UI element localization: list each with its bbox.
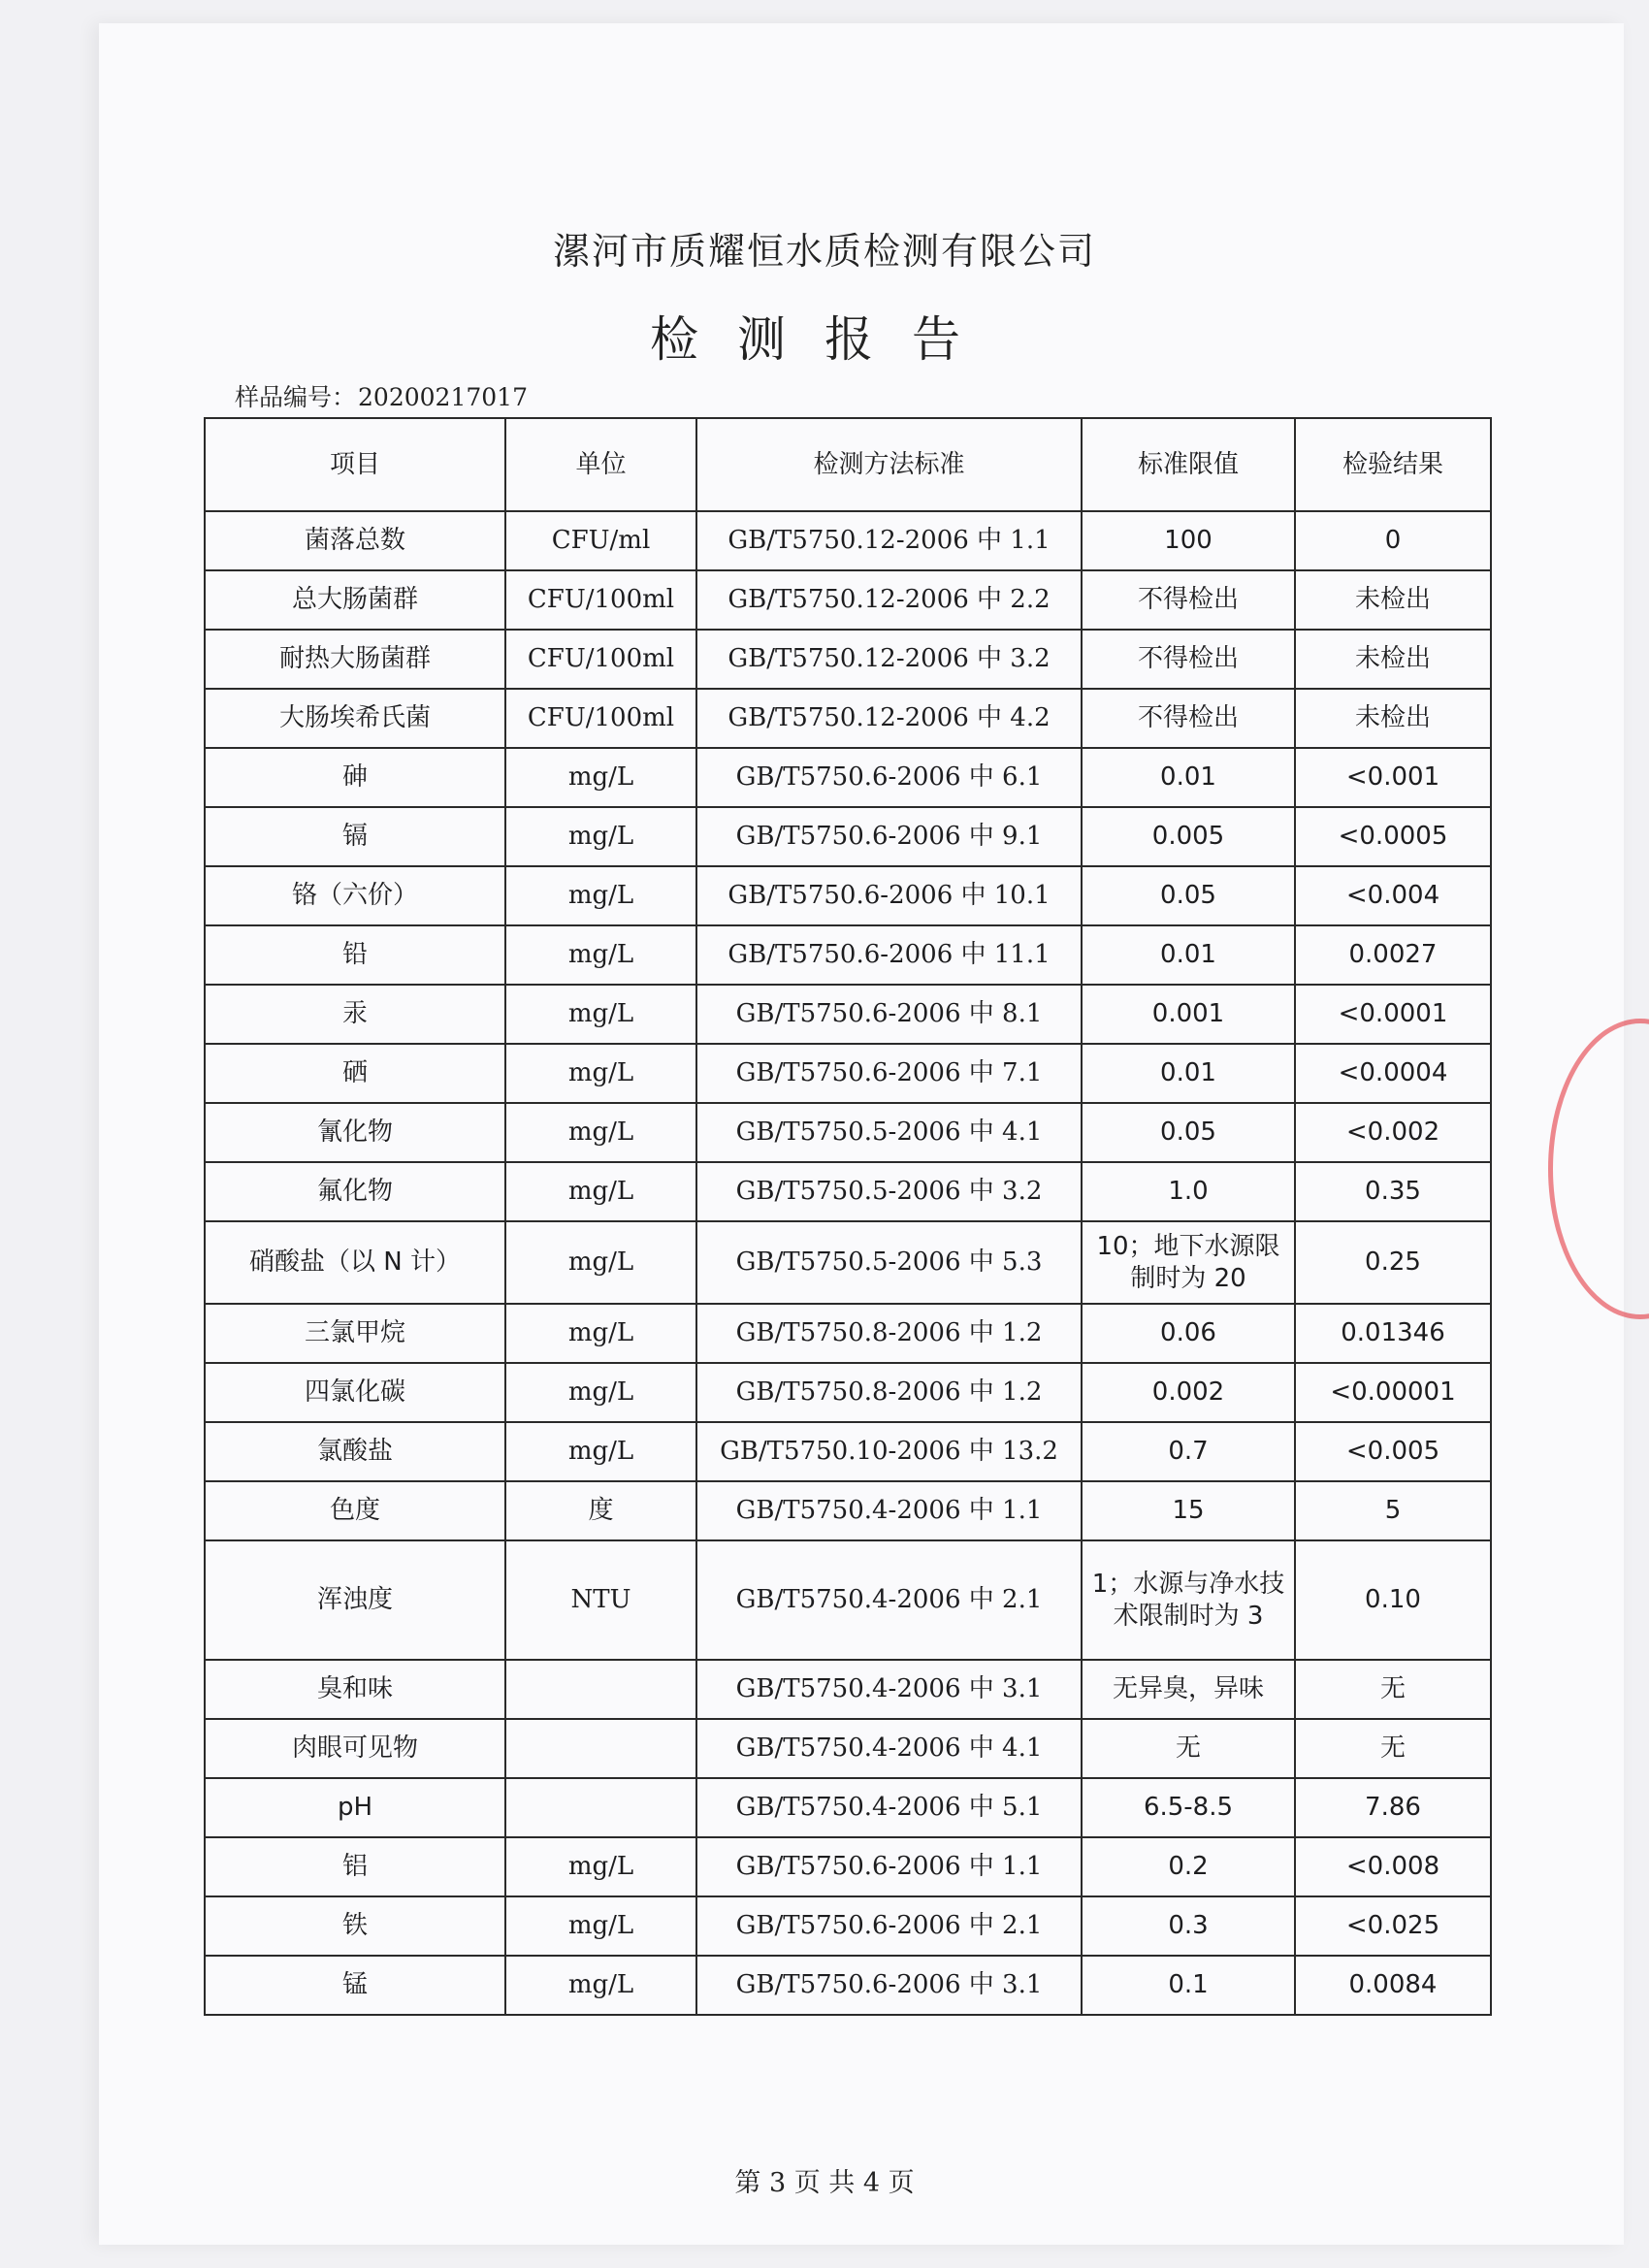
table-body (205, 511, 1491, 2015)
cell-unit: mg/L (505, 1956, 696, 2015)
cell-unit: mg/L (505, 807, 696, 866)
table-row (205, 985, 1491, 1044)
cell-method: GB/T5750.12-2006 中 3.2 (696, 630, 1082, 689)
cell-item: 肉眼可见物 (205, 1719, 505, 1778)
table-row (205, 1719, 1491, 1778)
cell-item: 硝酸盐（以 N 计） (205, 1221, 505, 1304)
cell-result: 0 (1295, 511, 1491, 570)
cell-unit: 度 (505, 1481, 696, 1540)
cell-method: GB/T5750.6-2006 中 8.1 (696, 985, 1082, 1044)
cell-result: <0.0005 (1295, 807, 1491, 866)
cell-item: 耐热大肠菌群 (205, 630, 505, 689)
table-row (205, 748, 1491, 807)
table-row (205, 866, 1491, 925)
cell-limit: 无异臭，异味 (1082, 1660, 1295, 1719)
cell-result: <0.001 (1295, 748, 1491, 807)
cell-limit: 0.01 (1082, 925, 1295, 985)
cell-item: 硒 (205, 1044, 505, 1103)
cell-result: 无 (1295, 1660, 1491, 1719)
cell-method: GB/T5750.8-2006 中 1.2 (696, 1304, 1082, 1363)
cell-result: 未检出 (1295, 689, 1491, 748)
cell-result: <0.0001 (1295, 985, 1491, 1044)
cell-method: GB/T5750.12-2006 中 2.2 (696, 570, 1082, 630)
sample-number-label: 样品编号： (235, 383, 357, 411)
cell-unit: mg/L (505, 866, 696, 925)
cell-unit (505, 1660, 696, 1719)
cell-limit: 不得检出 (1082, 630, 1295, 689)
cell-method: GB/T5750.5-2006 中 4.1 (696, 1103, 1082, 1162)
table-row (205, 1660, 1491, 1719)
cell-limit: 6.5-8.5 (1082, 1778, 1295, 1837)
cell-item: 锰 (205, 1956, 505, 2015)
cell-method: GB/T5750.5-2006 中 3.2 (696, 1162, 1082, 1221)
column-header-limit: 标准限值 (1082, 418, 1295, 511)
cell-item: 铁 (205, 1896, 505, 1956)
cell-method: GB/T5750.10-2006 中 13.2 (696, 1422, 1082, 1481)
column-header-unit: 单位 (505, 418, 696, 511)
cell-unit: mg/L (505, 1837, 696, 1896)
cell-method: GB/T5750.4-2006 中 1.1 (696, 1481, 1082, 1540)
cell-limit: 不得检出 (1082, 689, 1295, 748)
cell-result: 未检出 (1295, 630, 1491, 689)
table-row (205, 1896, 1491, 1956)
cell-unit: CFU/100ml (505, 630, 696, 689)
column-header-item: 项目 (205, 418, 505, 511)
cell-result: <0.025 (1295, 1896, 1491, 1956)
cell-limit: 0.01 (1082, 1044, 1295, 1103)
cell-unit: mg/L (505, 748, 696, 807)
cell-method: GB/T5750.6-2006 中 6.1 (696, 748, 1082, 807)
company-name: 漯河市质耀恒水质检测有限公司 (552, 230, 1096, 273)
cell-limit: 0.05 (1082, 1103, 1295, 1162)
cell-item: 砷 (205, 748, 505, 807)
cell-result: 无 (1295, 1719, 1491, 1778)
cell-item: 色度 (205, 1481, 505, 1540)
cell-method: GB/T5750.4-2006 中 2.1 (696, 1540, 1082, 1660)
cell-item: 总大肠菌群 (205, 570, 505, 630)
cell-item: 大肠埃希氏菌 (205, 689, 505, 748)
table-row (205, 1481, 1491, 1540)
cell-limit: 1；水源与净水技术限制时为 3 (1082, 1540, 1295, 1660)
cell-unit (505, 1719, 696, 1778)
table-row (205, 511, 1491, 570)
cell-method: GB/T5750.6-2006 中 9.1 (696, 807, 1082, 866)
table-row (205, 925, 1491, 985)
cell-limit: 1.0 (1082, 1162, 1295, 1221)
table-row (205, 1778, 1491, 1837)
cell-method: GB/T5750.12-2006 中 4.2 (696, 689, 1082, 748)
cell-limit: 0.005 (1082, 807, 1295, 866)
cell-result: 0.25 (1295, 1221, 1491, 1304)
column-header-method: 检测方法标准 (696, 418, 1082, 511)
cell-limit: 0.05 (1082, 866, 1295, 925)
cell-item: 氯酸盐 (205, 1422, 505, 1481)
cell-result: <0.002 (1295, 1103, 1491, 1162)
cell-method: GB/T5750.6-2006 中 7.1 (696, 1044, 1082, 1103)
cell-unit: mg/L (505, 925, 696, 985)
cell-limit: 无 (1082, 1719, 1295, 1778)
cell-unit: CFU/100ml (505, 570, 696, 630)
cell-limit: 不得检出 (1082, 570, 1295, 630)
cell-method: GB/T5750.4-2006 中 3.1 (696, 1660, 1082, 1719)
cell-method: GB/T5750.6-2006 中 2.1 (696, 1896, 1082, 1956)
cell-unit: CFU/100ml (505, 689, 696, 748)
cell-item: 氟化物 (205, 1162, 505, 1221)
cell-result: 0.0027 (1295, 925, 1491, 985)
cell-unit: mg/L (505, 1363, 696, 1422)
cell-method: GB/T5750.12-2006 中 1.1 (696, 511, 1082, 570)
table-row (205, 689, 1491, 748)
cell-unit: mg/L (505, 1162, 696, 1221)
cell-item: 汞 (205, 985, 505, 1044)
cell-item: 铅 (205, 925, 505, 985)
cell-result: 7.86 (1295, 1778, 1491, 1837)
cell-method: GB/T5750.8-2006 中 1.2 (696, 1363, 1082, 1422)
table-row (205, 1044, 1491, 1103)
cell-limit: 0.06 (1082, 1304, 1295, 1363)
cell-limit: 0.2 (1082, 1837, 1295, 1896)
cell-limit: 0.7 (1082, 1422, 1295, 1481)
cell-item: pH (205, 1778, 505, 1837)
cell-item: 臭和味 (205, 1660, 505, 1719)
cell-item: 铬（六价） (205, 866, 505, 925)
cell-result: <0.0004 (1295, 1044, 1491, 1103)
table-row (205, 1363, 1491, 1422)
cell-result: <0.005 (1295, 1422, 1491, 1481)
cell-result: 0.35 (1295, 1162, 1491, 1221)
cell-item: 四氯化碳 (205, 1363, 505, 1422)
cell-item: 氰化物 (205, 1103, 505, 1162)
results-table (204, 417, 1492, 2016)
cell-item: 铝 (205, 1837, 505, 1896)
sample-number-value: 20200217017 (358, 383, 528, 411)
cell-limit: 0.3 (1082, 1896, 1295, 1956)
cell-result: <0.00001 (1295, 1363, 1491, 1422)
cell-method: GB/T5750.6-2006 中 11.1 (696, 925, 1082, 985)
cell-limit: 0.002 (1082, 1363, 1295, 1422)
cell-unit: mg/L (505, 1044, 696, 1103)
table-row (205, 1103, 1491, 1162)
cell-unit: mg/L (505, 985, 696, 1044)
cell-method: GB/T5750.6-2006 中 3.1 (696, 1956, 1082, 2015)
table-row (205, 1956, 1491, 2015)
cell-limit: 15 (1082, 1481, 1295, 1540)
cell-limit: 10；地下水源限制时为 20 (1082, 1221, 1295, 1304)
cell-result: 未检出 (1295, 570, 1491, 630)
cell-limit: 0.1 (1082, 1956, 1295, 2015)
cell-item: 菌落总数 (205, 511, 505, 570)
cell-item: 浑浊度 (205, 1540, 505, 1660)
cell-result: 0.10 (1295, 1540, 1491, 1660)
column-header-result: 检验结果 (1295, 418, 1491, 511)
cell-result: 5 (1295, 1481, 1491, 1540)
cell-method: GB/T5750.6-2006 中 1.1 (696, 1837, 1082, 1896)
cell-method: GB/T5750.5-2006 中 5.3 (696, 1221, 1082, 1304)
table-row (205, 1162, 1491, 1221)
table-row (205, 1540, 1491, 1660)
cell-result: <0.008 (1295, 1837, 1491, 1896)
cell-unit: NTU (505, 1540, 696, 1660)
table-header-row (205, 418, 1491, 511)
cell-item: 镉 (205, 807, 505, 866)
cell-unit: mg/L (505, 1221, 696, 1304)
cell-limit: 100 (1082, 511, 1295, 570)
table-row (205, 570, 1491, 630)
cell-unit: mg/L (505, 1304, 696, 1363)
cell-method: GB/T5750.4-2006 中 4.1 (696, 1719, 1082, 1778)
cell-unit: CFU/ml (505, 511, 696, 570)
cell-result: <0.004 (1295, 866, 1491, 925)
cell-unit (505, 1778, 696, 1837)
cell-method: GB/T5750.6-2006 中 10.1 (696, 866, 1082, 925)
report-title: 检测报告 (650, 311, 999, 368)
table-row (205, 1221, 1491, 1304)
cell-unit: mg/L (505, 1422, 696, 1481)
table-row (205, 630, 1491, 689)
table-row (205, 807, 1491, 866)
cell-item: 三氯甲烷 (205, 1304, 505, 1363)
page-number: 第 3 页 共 4 页 (734, 2168, 915, 2198)
cell-unit: mg/L (505, 1896, 696, 1956)
cell-method: GB/T5750.4-2006 中 5.1 (696, 1778, 1082, 1837)
cell-result: 0.0084 (1295, 1956, 1491, 2015)
cell-limit: 0.001 (1082, 985, 1295, 1044)
table-row (205, 1422, 1491, 1481)
cell-unit: mg/L (505, 1103, 696, 1162)
table-row (205, 1304, 1491, 1363)
table-row (205, 1837, 1491, 1896)
sample-number-line (233, 378, 528, 413)
cell-result: 0.01346 (1295, 1304, 1491, 1363)
cell-limit: 0.01 (1082, 748, 1295, 807)
